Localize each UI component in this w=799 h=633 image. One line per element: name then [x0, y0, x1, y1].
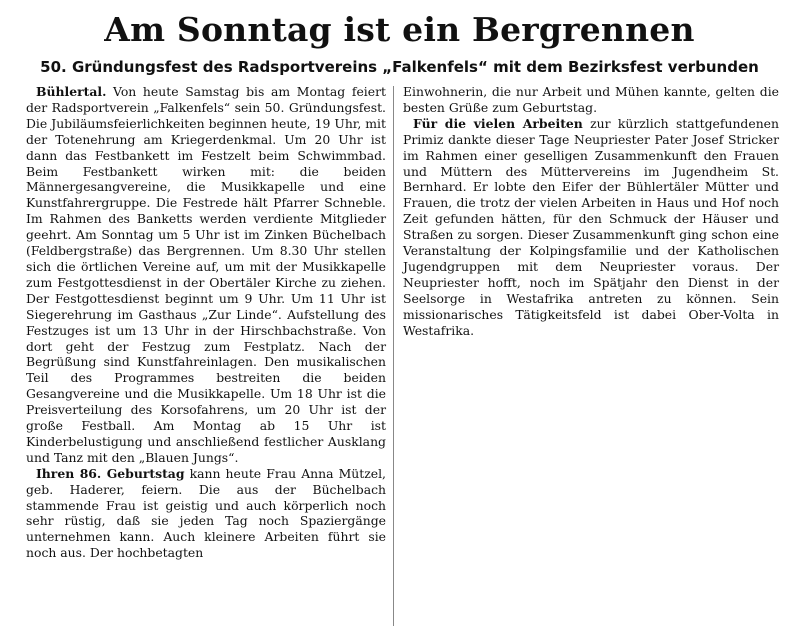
paragraph-text: kann heute Frau Anna Mützel, geb. Haderer, feiern. Die aus der Büchelbach stammende Frau ist geistig und auch körperlich noch sehr rüstig, daß sie jeden Tag noch Spaziergänge unternehmen kann. Auch kleinere Arbeiten führt sie noch aus. Der hochbetagten: [26, 465, 386, 561]
article-paragraph-festival: [26, 84, 386, 466]
paragraph-lead: Für die vielen Arbeiten: [413, 115, 583, 131]
article-paragraph-primiz: [403, 116, 779, 339]
paragraph-lead: Ihren 86. Geburtstag: [36, 465, 185, 481]
article-column-left: [26, 84, 386, 561]
paragraph-lead: Bühlertal.: [36, 84, 107, 99]
article-paragraph-birthday-continued: [403, 84, 779, 116]
column-divider: [393, 86, 394, 626]
paragraph-text: Einwohnerin, die nur Arbeit und Mühen kannte, gelten die besten Grüße zum Geburtstag.: [403, 84, 779, 115]
article-paragraph-birthday: [26, 466, 386, 561]
article-column-right: [403, 84, 779, 339]
headline: Am Sonntag ist ein Bergrennen: [104, 10, 695, 49]
subheadline: 50. Gründungsfest des Radsportvereins „Falkenfels“ mit dem Bezirksfest verbunden: [40, 58, 759, 76]
paragraph-text: zur kürzlich stattgefundenen Primiz dankte dieser Tage Neupriester Pater Josef Stricker im Rahmen einer geselligen Zusammenkunft den Frauen und Müttern des Müttervereins im Jugendheim St. Bernhard. Er lobte den Eifer der Bühlertäler Mütter und Frauen, die trotz der vielen Arbeiten in Haus und Hof noch Zeit gefunden hätten, für den Schmuck der Häuser und Straßen zu sorgen. Dieser Zusammenkunft ging schon eine Veranstaltung der Kolpingsfamilie und der Katholischen Jugendgruppen mit dem Neupriester voraus. Der Neupriester hofft, noch im Spätjahr den Dienst in der Seelsorge in Westafrika antreten zu können. Sein missionarisches Tätigkeitsfeld ist dabei Ober-Volta in Westafrika.: [403, 115, 779, 338]
paragraph-text: Von heute Samstag bis am Montag feiert der Radsportverein „Falkenfels“ sein 50. Gründungsfest. Die Jubiläumsfeierlichkeiten beginnen heute, 19 Uhr, mit der Totenehrung am Kriegerdenkmal. Um 20 Uhr ist dann das Festbankett im Festzelt beim Schwimmbad. Beim Festbankett wirken mit: die beiden Männergesangvereine, die Musikkapelle und eine Kunstfahrergruppe. Die Festrede hält Pfarrer Schneble. Im Rahmen des Banketts werden verdiente Mitglieder geehrt. Am Sonntag um 5 Uhr ist im Zinken Büchelbach (Feldbergstraße) das Bergrennen. Um 8.30 Uhr stellen sich die örtlichen Vereine auf, um mit der Musikkapelle zum Festgottesdienst in der Obertäler Kirche zu ziehen. Der Festgottesdienst beginnt um 9 Uhr. Um 11 Uhr ist Siegerehrung im Gasthaus „Zur Linde“. Aufstellung des Festzuges ist um 13 Uhr in der Hirschbachstraße. Von dort geht der Festzug zum Festplatz. Nach der Begrüßung sind Kunstfahreinlagen. Den musikalischen Teil des Programmes bestreiten die beiden Gesangvereine und die Musikkapelle. Um 18 Uhr ist die Preisverteilung des Korsofahrens, um 20 Uhr ist der große Festball. Am Montag ab 15 Uhr ist Kinderbelustigung und anschließend festlicher Ausklang und Tanz mit den „Blauen Jungs“.: [26, 84, 386, 465]
